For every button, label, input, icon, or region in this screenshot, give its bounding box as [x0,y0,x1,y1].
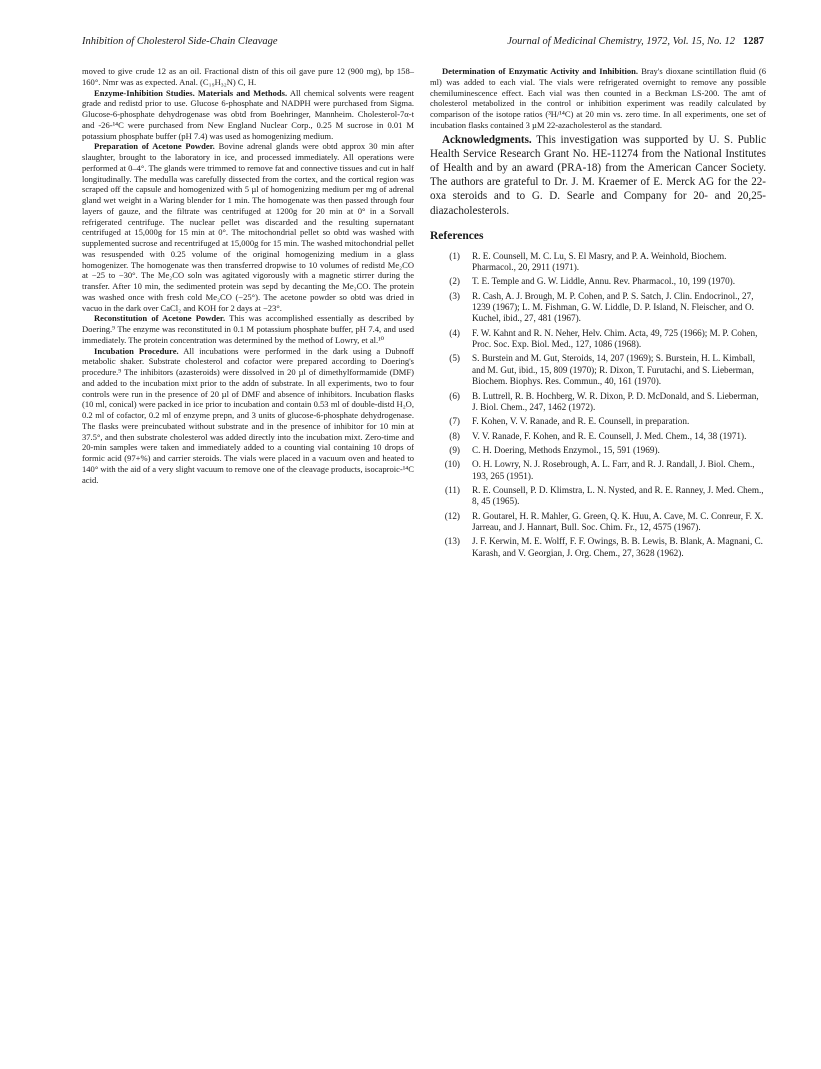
reference-number: (12) [444,510,460,521]
incubation-section [82,346,414,486]
reference-item [430,353,766,387]
reference-item [430,391,766,414]
intro-paragraph: moved to give crude 12 as an oil. Fractional distn of this oil gave pure 12 (900 mg), bp 158–160°. Nmr was as expected. Anal. (C₁₉H₃₂N) C, H. [82,66,414,87]
section-heading: Reconstitution of Acetone Powder. [94,313,226,324]
running-header [82,36,764,52]
reference-number: (10) [444,459,460,470]
reference-number: (8) [449,430,460,441]
reference-text: R. Goutarel, H. R. Mahler, G. Green, Q. K. Huu, A. Cave, M. C. Conreur, F. X. Jarreau, and J. Hannart, Bull. Soc. Chim. Fr., 12, 4575 (1967). [472,510,764,532]
reference-item [430,328,766,351]
reference-item [430,416,766,427]
reference-item [430,276,766,287]
reference-text: O. H. Lowry, N. J. Rosebrough, A. L. Farr, and R. J. Randall, J. Biol. Chem., 193, 265 (1951). [472,459,755,481]
reference-item [430,536,766,559]
section-heading: Preparation of Acetone Powder. [94,141,215,152]
section-heading: Determination of Enzymatic Activity and Inhibition. [442,66,639,76]
references-heading: References [430,229,484,242]
reference-number: (5) [449,353,460,364]
reference-item [430,485,766,508]
references-list [430,251,766,559]
reference-text: B. Luttrell, R. B. Hochberg, W. R. Dixon, P. D. McDonald, and S. Lieberman, J. Biol. Chem., 247, 1462 (1972). [472,390,759,412]
reference-item [430,445,766,456]
reference-item [430,431,766,442]
section-text: All incubations were performed in the dark using a Dubnoff metabolic shaker. Substrate cholesterol and cofactor were prepared according to Doering's procedure.⁹ The inhibitors (azasteroids) were dissolved in 20 µl of dimethylformamide (DMF) and added to the incubation mixt prior to the addn of substrate. In all experiments, two to four controls were run in the presence of 20 µl of DMF and absence of inhibitors. Incubation flasks (10 ml, conical) were packed in ice prior to incubation and contain 0.53 ml of double-distd H₂O, 0.2 ml of cofactor, 0.2 ml of enzyme prepn, and 3 units of glucose-6-phosphate dehydrogenase. The flasks were preincubated without substrate and in the presence of inhibitor for 10 min at 37.5°, and then substrate cholesterol was added directly into the incubation mixt. Zero-time and 20-min samples were taken and immediately added to a counting vial containing 10 drops of formic acid (97+%) and carrier steroids. The vials were placed in a vacuum oven and heated to 140° with the aid of a very slight vacuum to remove one of the cleavage products, isocaproic-¹⁴C acid. [82,345,414,485]
reference-item [430,511,766,534]
reference-number: (4) [449,327,460,338]
section-text: All chemical solvents were reagent grade and redistd prior to use. Glucose 6-phosphate and NADPH were purchased from Sigma. Glucose-6-phosphate dehydrogenase was obtd from Boehringer, Mannheim. Cholesterol-7α-t and -26-¹⁴C were purchased from New England Nuclear Corp., 0.25 M sucrose in 0.01 M potassium phosphate buffer (pH 7.4) was used as homogenizing medium. [82,87,414,141]
reference-text: J. F. Kerwin, M. E. Wolff, F. F. Owings, B. B. Lewis, B. Blank, A. Magnani, C. Karash, and V. Georgian, J. Org. Chem., 27, 3628 (1962). [472,536,763,558]
reference-item [430,459,766,482]
section-text: This was accomplished essentially as described by Doering.⁹ The enzyme was reconstituted in 0.1 M potassium phosphate buffer, pH 7.4, and used immediately. The protein concentration was determined by the method of Lowry, et al.¹⁰ [82,313,415,345]
reference-number: (9) [449,444,460,455]
section-heading: Enzyme-Inhibition Studies. Materials and Methods. [94,87,288,98]
reference-number: (6) [449,390,460,401]
reference-number: (7) [449,416,460,427]
reference-item [430,291,766,325]
reference-text: F. W. Kahnt and R. N. Neher, Helv. Chim. Acta, 49, 725 (1966); M. P. Cohen, Proc. Soc. Exp. Biol. Med., 127, 1086 (1968). [472,327,758,350]
reference-text: R. Cash, A. J. Brough, M. P. Cohen, and P. S. Satch, J. Clin. Endocrinol., 27, 1239 (1967); L. M. Fishman, G. W. Liddle, D. P. Island, N. Fleischer, and O. Kuchel, ibid., 27, 481 (1967). [472,290,754,324]
right-column [430,66,766,562]
reference-text: R. E. Counsell, M. C. Lu, S. El Masry, and P. A. Weinhold, Biochem. Pharmacol., 20, 2911 (1971). [472,250,727,273]
reference-text: S. Burstein and M. Gut, Steroids, 14, 207 (1969); S. Burstein, H. L. Kimball, and M. Gut, ibid., 15, 809 (1970); R. Dixon, T. Furutachi, and S. Lieberman, Biochem. Biophys. Res. Commun., 40, 161 (1970). [472,353,756,387]
reconstitution-section [82,313,414,345]
reference-number: (11) [445,484,460,495]
reference-number: (1) [449,250,460,261]
section-heading: Incubation Procedure. [94,345,179,356]
journal-citation [507,36,764,47]
reference-number: (13) [444,536,460,547]
enzyme-inhibition-section [82,88,414,142]
running-title: Inhibition of Cholesterol Side-Chain Cleavage [82,36,278,47]
reference-text: R. E. Counsell, P. D. Klimstra, L. N. Nysted, and R. E. Ranney, J. Med. Chem., 8, 45 (1965). [472,484,764,507]
page-number: 1287 [743,36,764,47]
section-text: Bray's dioxane scintillation fluid (6 ml) was added to each vial. The vials were refrigerated overnight to remove any possible chemiluminescence effect. Each vial was then counted in a Beckman LS-200. The amt of cholesterol metabolized in the control or inhibition experiment was readily calculated by comparison of the isotope ratios (³H/¹⁴C) at 20 min vs. zero time. In all experiments, one set of incubation flasks contained 3 µM 22-azacholesterol as the standard. [430,66,766,130]
enzymatic-activity-section [430,66,766,131]
acetone-powder-section [82,141,414,313]
acknowledgments-section [430,133,766,218]
reference-text: F. Kohen, V. V. Ranade, and R. E. Counsell, in preparation. [472,416,690,427]
reference-number: (2) [449,276,460,287]
left-column [82,66,414,485]
section-text: Bovine adrenal glands were obtd approx 30 min after slaughter, brought to the laboratory in ice, and processed immediately. All operations were performed at 0–4°. The glands were trimmed to remove fat and connective tissues and cut in half longitudinally. The medulla was carefully dissected from the cortex, and the cortical region was scraped off the capsule and homogenized with 5 µl of homogenizing medium per mg of adrenal gland wet weight in a Waring blender for 1 min. The homogenate was then passed through four layers of gauze, and the filtrate was centrifuged at 1200g for 20 min at 0° in a Sorvall refrigerated centrifuge. The nuclear pellet was discarded and the resulting supernatant centrifuged at 15,000g for 15 min at 0°. The mitochondrial pellet so obtd was washed with supplemented sucrose and recentrifuged at 15,000g for 15 min. The washed mitochondrial pellet was resuspended with 0.25 volume of the original homogenizing medium in a glass homogenizer. The homogenate was then transferred dropwise to 10 volumes of redistd Me₂CO at −25 to −30°. The Me₂CO soln was agitated vigorously with a magnetic stirrer during the transfer. After 10 min, the sedimented protein was sepd by decanting the Me₂CO. The protein was washed once with fresh cold Me₂CO (−25°). The acetone powder so obtd was dried in vacuo in the dark over CaCl₂ and KOH for 2 days at −23°. [82,141,414,313]
reference-text: T. E. Temple and G. W. Liddle, Annu. Rev. Pharmacol., 10, 199 (1970). [472,276,736,287]
reference-item [430,251,766,274]
reference-number: (3) [449,290,460,301]
reference-text: V. V. Ranade, F. Kohen, and R. E. Counsell, J. Med. Chem., 14, 38 (1971). [472,430,747,441]
reference-text: C. H. Doering, Methods Enzymol., 15, 591 (1969). [472,444,660,455]
section-heading: Acknowledgments. [442,133,532,146]
section-text: This investigation was supported by U. S. Public Health Service Research Grant No. HE-11274 from the National Institutes of Health and by an award (PRA-18) from the American Cancer Society. The authors are grateful to Dr. J. M. Kraemer of E. Merck AG for the 22-oxa steroids and to G. D. Searle and Company for 20- and 20,25-diazacholesterols. [430,133,766,217]
journal-name: Journal of Medicinal Chemistry, 1972, Vol. 15, No. 12 [507,36,735,47]
